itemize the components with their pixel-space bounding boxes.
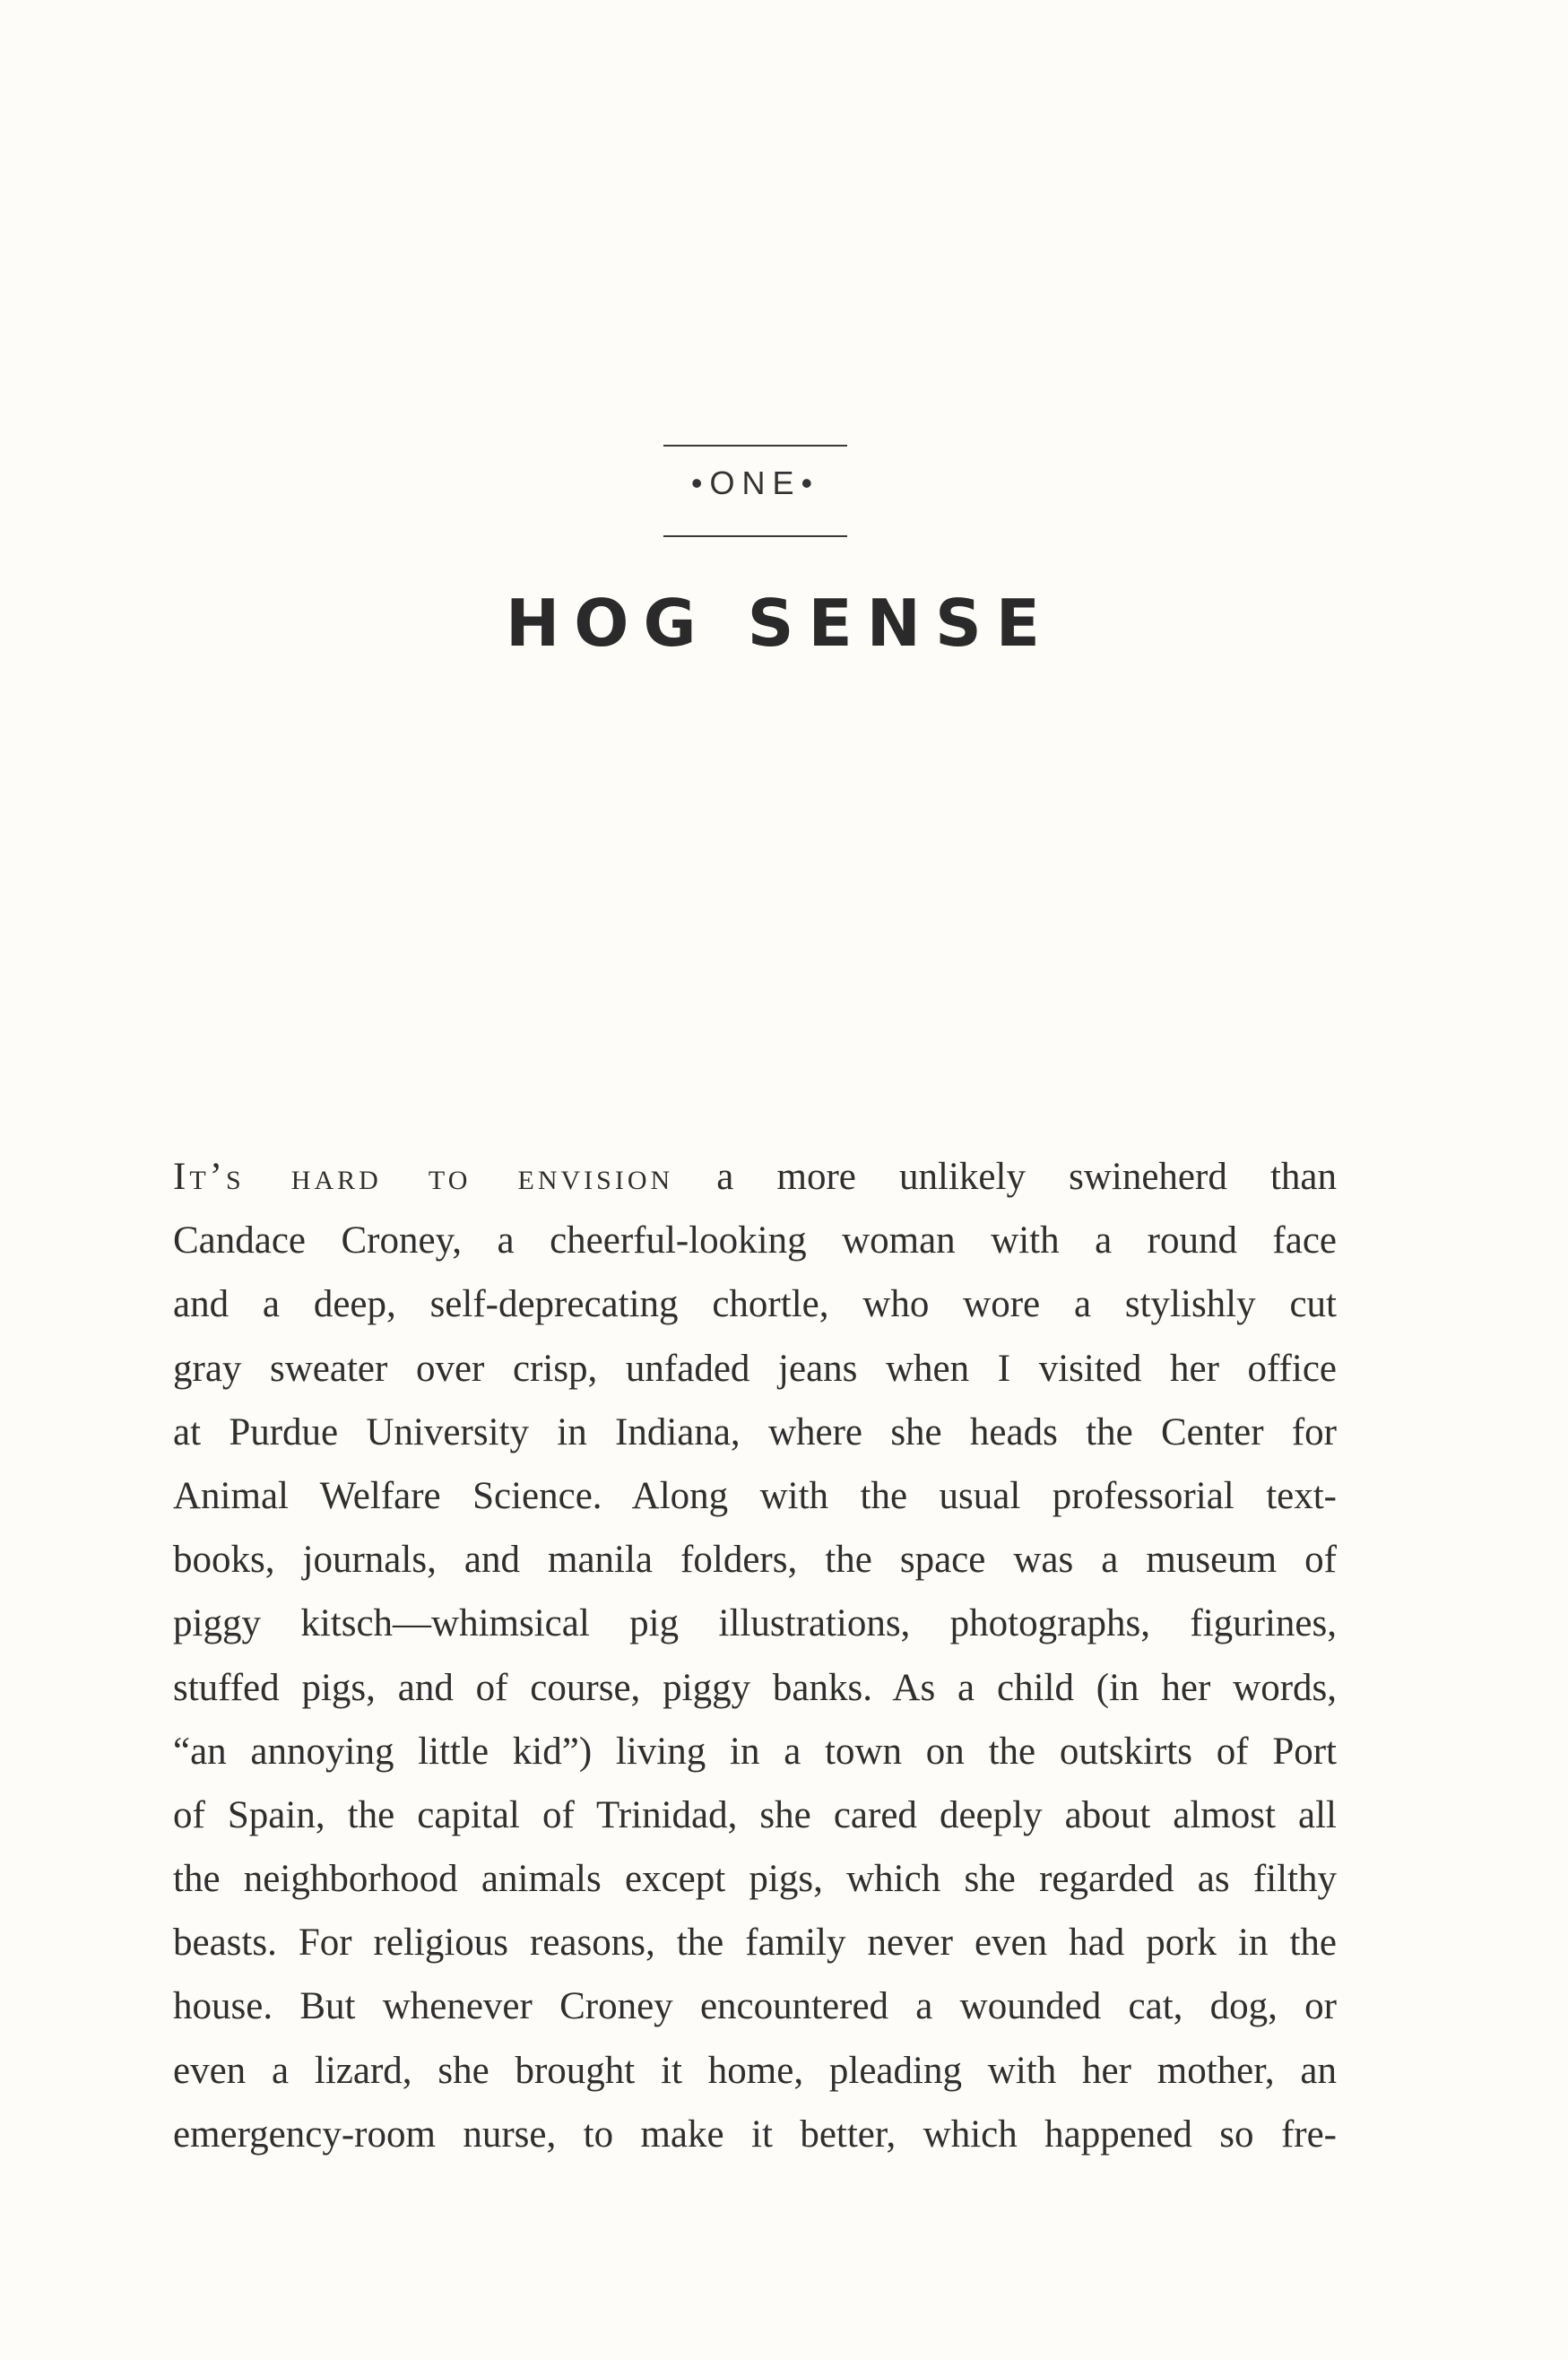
- body-line: the neighborhood animals except pigs, which she regarded as filthy: [173, 1858, 1337, 1901]
- chapter-rule-top: [663, 445, 847, 447]
- chapter-number: •ONE•: [690, 464, 820, 501]
- body-line: Animal Welfare Science. Along with the usual professorial text-: [173, 1474, 1337, 1517]
- body-line-text: a more unlikely swineherd than: [673, 1156, 1337, 1198]
- body-line: even a lizard, she brought it home, pleading with her mother, an: [173, 2049, 1337, 2092]
- body-line: gray sweater over crisp, unfaded jeans when I visited her office: [173, 1347, 1337, 1390]
- chapter-body: [173, 1145, 1337, 2166]
- body-line: stuffed pigs, and of course, piggy banks. As a child (in her words,: [173, 1666, 1337, 1709]
- opening-smallcaps: It’s hard to envision: [173, 1156, 674, 1198]
- chapter-title: HOG SENSE: [506, 586, 1054, 661]
- body-line: piggy kitsch—whimsical pig illustrations, photographs, figurines,: [173, 1602, 1337, 1645]
- body-line: of Spain, the capital of Trinidad, she cared deeply about almost all: [173, 1793, 1337, 1836]
- body-line: house. But whenever Croney encountered a wounded cat, dog, or: [173, 1985, 1337, 2028]
- body-line: “an annoying little kid”) living in a town on the outskirts of Port: [173, 1730, 1337, 1773]
- body-line: emergency-room nurse, to make it better, which happened so fre-: [173, 2113, 1337, 2156]
- body-line: beasts. For religious reasons, the family never even had pork in the: [173, 1922, 1337, 1965]
- chapter-rule-bottom: [663, 535, 847, 537]
- body-line: Candace Croney, a cheerful-looking woman with a round face: [173, 1219, 1337, 1262]
- body-line: and a deep, self-deprecating chortle, who wore a stylishly cut: [173, 1283, 1337, 1326]
- body-line: [173, 1145, 1337, 1209]
- body-line: at Purdue University in Indiana, where she heads the Center for: [173, 1410, 1337, 1453]
- body-line: books, journals, and manila folders, the space was a museum of: [173, 1539, 1337, 1582]
